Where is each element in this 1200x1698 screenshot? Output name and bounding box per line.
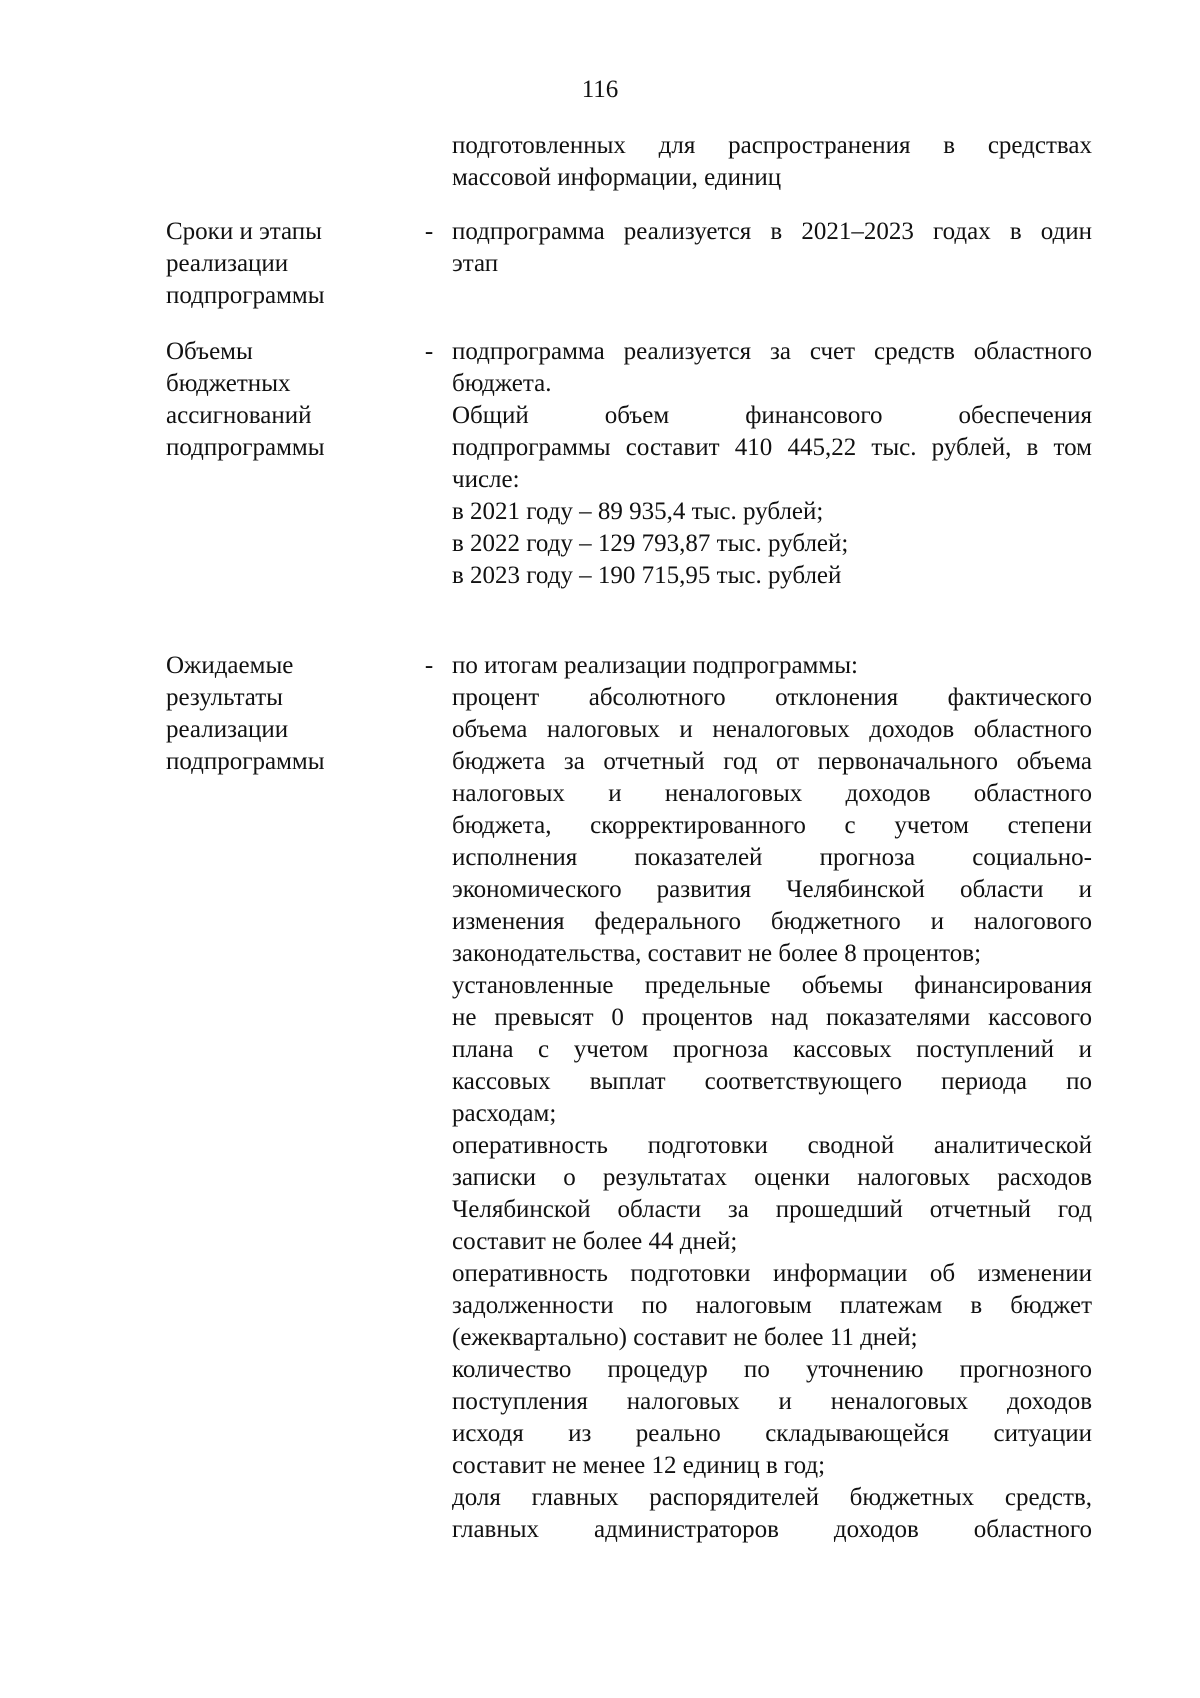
- label-line: Сроки и этапы: [166, 218, 322, 245]
- label-line: подпрограммы: [166, 434, 325, 461]
- label-line: Объемы: [166, 338, 253, 365]
- section-label: [166, 650, 406, 778]
- continuation-line: массовой информации, единиц: [452, 164, 782, 191]
- content-line: по итогам реализации подпрограммы:: [452, 652, 858, 679]
- result-item-line: бюджета, скорректированного с учетом степени: [452, 812, 1092, 839]
- result-item-line: законодательства, составит не более 8 процентов;: [452, 940, 982, 967]
- result-item-line: задолженности по налоговым платежам в бюджет: [452, 1292, 1092, 1319]
- result-item-line: Челябинской области за прошедший отчетный год: [452, 1196, 1092, 1223]
- label-line: реализации: [166, 716, 289, 743]
- content-line: этап: [452, 250, 499, 277]
- result-item-line: изменения федерального бюджетного и налогового: [452, 908, 1092, 935]
- section-content: [452, 216, 1092, 280]
- result-item-line: процент абсолютного отклонения фактического: [452, 684, 1092, 711]
- section-label: [166, 216, 406, 312]
- page-number: 116: [581, 76, 619, 103]
- result-item-line: экономического развития Челябинской области и: [452, 876, 1092, 903]
- budget-year-line: в 2022 году – 129 793,87 тыс. рублей;: [452, 530, 849, 557]
- result-item-line: налоговых и неналоговых доходов областного: [452, 780, 1092, 807]
- section-content: [452, 650, 1092, 1546]
- label-line: бюджетных: [166, 370, 291, 397]
- result-item-line: исполнения показателей прогноза социально-: [452, 844, 1092, 871]
- budget-year-line: в 2023 году – 190 715,95 тыс. рублей: [452, 562, 842, 589]
- section-dash: -: [424, 218, 434, 245]
- continuation-line: подготовленных для распространения в средствах: [452, 132, 1092, 159]
- result-item-line: расходам;: [452, 1100, 557, 1127]
- result-item-line: объема налоговых и неналоговых доходов областного: [452, 716, 1092, 743]
- label-line: ассигнований: [166, 402, 312, 429]
- section-dash: -: [424, 652, 434, 679]
- label-line: подпрограммы: [166, 748, 325, 775]
- section-content: [452, 336, 1092, 592]
- result-item-line: составит не более 44 дней;: [452, 1228, 738, 1255]
- result-item-line: не превысят 0 процентов над показателями кассового: [452, 1004, 1092, 1031]
- result-item-line: оперативность подготовки информации об изменении: [452, 1260, 1092, 1287]
- result-item-line: установленные предельные объемы финансирования: [452, 972, 1092, 999]
- result-item-line: главных администраторов доходов областного: [452, 1516, 1092, 1543]
- result-item-line: исходя из реально складывающейся ситуации: [452, 1420, 1092, 1447]
- result-item-line: составит не менее 12 единиц в год;: [452, 1452, 826, 1479]
- content-line: подпрограммы составит 410 445,22 тыс. рублей, в том: [452, 434, 1092, 461]
- label-line: результаты: [166, 684, 283, 711]
- result-item-line: кассовых выплат соответствующего периода по: [452, 1068, 1092, 1095]
- content-line: подпрограмма реализуется за счет средств областного: [452, 338, 1092, 365]
- result-item-line: доля главных распорядителей бюджетных средств,: [452, 1484, 1092, 1511]
- result-item-line: (ежеквартально) составит не более 11 дней;: [452, 1324, 918, 1351]
- result-item-line: плана с учетом прогноза кассовых поступлений и: [452, 1036, 1092, 1063]
- budget-year-line: в 2021 году – 89 935,4 тыс. рублей;: [452, 498, 824, 525]
- result-item-line: записки о результатах оценки налоговых расходов: [452, 1164, 1092, 1191]
- result-item-line: поступления налоговых и неналоговых доходов: [452, 1388, 1092, 1415]
- label-line: реализации: [166, 250, 289, 277]
- content-line: бюджета.: [452, 370, 552, 397]
- section-label: [166, 336, 406, 464]
- result-item-line: количество процедур по уточнению прогнозного: [452, 1356, 1092, 1383]
- result-item-line: оперативность подготовки сводной аналитической: [452, 1132, 1092, 1159]
- content-line: Общий объем финансового обеспечения: [452, 402, 1092, 429]
- label-line: Ожидаемые: [166, 652, 294, 679]
- content-line: подпрограмма реализуется в 2021–2023 годах в один: [452, 218, 1092, 245]
- label-line: подпрограммы: [166, 282, 325, 309]
- result-item-line: бюджета за отчетный год от первоначального объема: [452, 748, 1092, 775]
- content-line: числе:: [452, 466, 520, 493]
- continuation-text: [452, 130, 1092, 194]
- section-dash: -: [424, 338, 434, 365]
